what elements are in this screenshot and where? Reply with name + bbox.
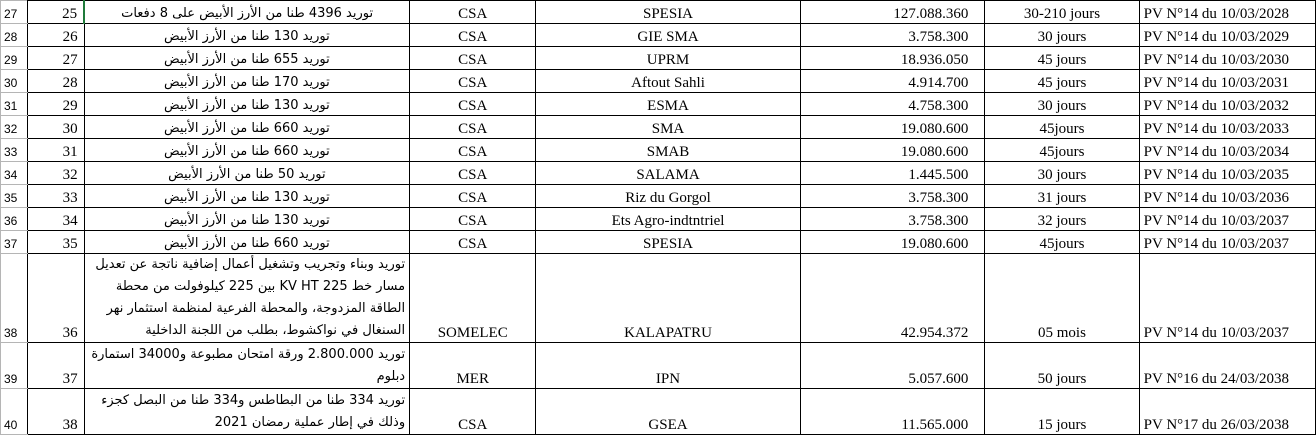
- agency-cell[interactable]: CSA: [410, 70, 536, 93]
- item-number-cell[interactable]: 34: [27, 208, 84, 231]
- amount-cell[interactable]: 3.758.300: [800, 185, 985, 208]
- row-header[interactable]: 35: [1, 185, 28, 208]
- row-header[interactable]: 38: [1, 254, 28, 343]
- supplier-cell[interactable]: UPRM: [536, 47, 800, 70]
- duration-cell[interactable]: 30 jours: [985, 24, 1139, 47]
- agency-cell[interactable]: CSA: [410, 389, 536, 435]
- duration-cell[interactable]: 30-210 jours: [985, 1, 1139, 24]
- agency-cell[interactable]: CSA: [410, 139, 536, 162]
- row-header[interactable]: 27: [1, 1, 28, 24]
- row-header[interactable]: 39: [1, 343, 28, 389]
- pv-reference-cell[interactable]: PV N°16 du 24/03/2038: [1139, 343, 1315, 389]
- supplier-cell[interactable]: SALAMA: [536, 162, 800, 185]
- table-row: [1, 1, 1316, 24]
- supplier-cell[interactable]: SMA: [536, 116, 800, 139]
- table-row: [1, 139, 1316, 162]
- supplier-cell[interactable]: Ets Agro-indtntriel: [536, 208, 800, 231]
- pv-reference-cell[interactable]: PV N°14 du 10/03/2037: [1139, 254, 1315, 343]
- table-row: [1, 389, 1316, 435]
- table-row: [1, 24, 1316, 47]
- supplier-cell[interactable]: IPN: [536, 343, 800, 389]
- agency-cell[interactable]: CSA: [410, 47, 536, 70]
- row-header[interactable]: 28: [1, 24, 28, 47]
- table-row: [1, 162, 1316, 185]
- row-header[interactable]: 40: [1, 389, 28, 435]
- item-number-cell[interactable]: 29: [27, 93, 84, 116]
- agency-cell[interactable]: CSA: [410, 116, 536, 139]
- agency-cell[interactable]: CSA: [410, 231, 536, 254]
- duration-cell[interactable]: 15 jours: [985, 389, 1139, 435]
- item-number-cell[interactable]: 37: [27, 343, 84, 389]
- description-cell[interactable]: توريد 334 طنا من البطاطس و334 طنا من البصل كجزء وذلك في إطار عملية رمضان 2021: [84, 389, 410, 435]
- row-header[interactable]: 34: [1, 162, 28, 185]
- description-cell[interactable]: توريد 4396 طنا من الأرز الأبيض على 8 دفعات: [84, 1, 410, 24]
- item-number-cell[interactable]: 30: [27, 116, 84, 139]
- table-row: [1, 70, 1316, 93]
- description-cell[interactable]: توريد 130 طنا من الأرز الأبيض: [84, 208, 410, 231]
- agency-cell[interactable]: CSA: [410, 24, 536, 47]
- amount-cell[interactable]: 19.080.600: [800, 231, 985, 254]
- supplier-cell[interactable]: ESMA: [536, 93, 800, 116]
- item-number-cell[interactable]: 38: [27, 389, 84, 435]
- amount-cell[interactable]: 19.080.600: [800, 139, 985, 162]
- description-cell[interactable]: توريد 130 طنا من الأرز الأبيض: [84, 24, 410, 47]
- agency-cell[interactable]: SOMELEC: [410, 254, 536, 343]
- pv-reference-cell[interactable]: PV N°14 du 10/03/2037: [1139, 208, 1315, 231]
- row-header[interactable]: 30: [1, 70, 28, 93]
- supplier-cell[interactable]: SPESIA: [536, 231, 800, 254]
- item-number-cell[interactable]: 28: [27, 70, 84, 93]
- amount-cell[interactable]: 42.954.372: [800, 254, 985, 343]
- agency-cell[interactable]: CSA: [410, 162, 536, 185]
- duration-cell[interactable]: 31 jours: [985, 185, 1139, 208]
- amount-cell[interactable]: 4.914.700: [800, 70, 985, 93]
- supplier-cell[interactable]: Riz du Gorgol: [536, 185, 800, 208]
- table-row: [1, 93, 1316, 116]
- duration-cell[interactable]: 05 mois: [985, 254, 1139, 343]
- pv-reference-cell[interactable]: PV N°14 du 10/03/2032: [1139, 93, 1315, 116]
- supplier-cell[interactable]: Aftout Sahli: [536, 70, 800, 93]
- duration-cell[interactable]: 45jours: [985, 231, 1139, 254]
- supplier-cell[interactable]: SPESIA: [536, 1, 800, 24]
- duration-cell[interactable]: 45 jours: [985, 47, 1139, 70]
- agency-cell[interactable]: CSA: [410, 1, 536, 24]
- pv-reference-cell[interactable]: PV N°14 du 10/03/2037: [1139, 231, 1315, 254]
- pv-reference-cell[interactable]: PV N°17 du 26/03/2038: [1139, 389, 1315, 435]
- pv-reference-cell[interactable]: PV N°14 du 10/03/2030: [1139, 47, 1315, 70]
- row-header[interactable]: 36: [1, 208, 28, 231]
- pv-reference-cell[interactable]: PV N°14 du 10/03/2033: [1139, 116, 1315, 139]
- description-cell[interactable]: توريد 655 طنا من الأرز الأبيض: [84, 47, 410, 70]
- row-header[interactable]: 31: [1, 93, 28, 116]
- amount-cell[interactable]: 18.936.050: [800, 47, 985, 70]
- table-row: [1, 185, 1316, 208]
- row-header[interactable]: 32: [1, 116, 28, 139]
- table-row: [1, 343, 1316, 389]
- description-cell[interactable]: توريد 130 طنا من الأرز الأبيض: [84, 93, 410, 116]
- amount-cell[interactable]: 1.445.500: [800, 162, 985, 185]
- description-cell[interactable]: توريد 50 طنا من الأرز الأبيض: [84, 162, 410, 185]
- description-cell[interactable]: توريد 130 طنا من الأرز الأبيض: [84, 185, 410, 208]
- pv-reference-cell[interactable]: PV N°14 du 10/03/2036: [1139, 185, 1315, 208]
- pv-reference-cell[interactable]: PV N°14 du 10/03/2035: [1139, 162, 1315, 185]
- table-row: [1, 208, 1316, 231]
- agency-cell[interactable]: CSA: [410, 185, 536, 208]
- description-cell[interactable]: توريد 660 طنا من الأرز الأبيض: [84, 116, 410, 139]
- supplier-cell[interactable]: SMAB: [536, 139, 800, 162]
- duration-cell[interactable]: 45jours: [985, 139, 1139, 162]
- description-cell[interactable]: توريد 170 طنا من الأرز الأبيض: [84, 70, 410, 93]
- table-row: [1, 116, 1316, 139]
- duration-cell[interactable]: 45 jours: [985, 70, 1139, 93]
- item-number-cell[interactable]: 32: [27, 162, 84, 185]
- amount-cell[interactable]: 127.088.360: [800, 1, 985, 24]
- supplier-cell[interactable]: GSEA: [536, 389, 800, 435]
- duration-cell[interactable]: 50 jours: [985, 343, 1139, 389]
- table-row: [1, 231, 1316, 254]
- table-row: [1, 254, 1316, 343]
- item-number-cell[interactable]: 27: [27, 47, 84, 70]
- item-number-cell[interactable]: 35: [27, 231, 84, 254]
- description-cell[interactable]: توريد وبناء وتجريب وتشغيل أعمال إضافية ناتجة عن تعديل مسار خط KV HT 225 بين 225 كيلوفولت من محطة الطاقة المزدوجة، والمحطة الفرعية لمنظمة استثمار نهر السنغال في نواكشوط، بطلب من اللجنة الداخلية: [84, 254, 410, 343]
- description-cell[interactable]: توريد 660 طنا من الأرز الأبيض: [84, 139, 410, 162]
- description-cell[interactable]: توريد 660 طنا من الأرز الأبيض: [84, 231, 410, 254]
- duration-cell[interactable]: 45jours: [985, 116, 1139, 139]
- agency-cell[interactable]: MER: [410, 343, 536, 389]
- agency-cell[interactable]: CSA: [410, 208, 536, 231]
- item-number-cell[interactable]: 36: [27, 254, 84, 343]
- duration-cell[interactable]: 30 jours: [985, 93, 1139, 116]
- item-number-cell[interactable]: 25: [27, 1, 84, 24]
- row-header[interactable]: 29: [1, 47, 28, 70]
- row-header[interactable]: 33: [1, 139, 28, 162]
- amount-cell[interactable]: 5.057.600: [800, 343, 985, 389]
- supplier-cell[interactable]: KALAPATRU: [536, 254, 800, 343]
- agency-cell[interactable]: CSA: [410, 93, 536, 116]
- description-cell[interactable]: توريد 2.800.000 ورقة امتحان مطبوعة و34000 استمارة دبلوم: [84, 343, 410, 389]
- duration-cell[interactable]: 30 jours: [985, 162, 1139, 185]
- supplier-cell[interactable]: GIE SMA: [536, 24, 800, 47]
- pv-reference-cell[interactable]: PV N°14 du 10/03/2029: [1139, 24, 1315, 47]
- amount-cell[interactable]: 19.080.600: [800, 116, 985, 139]
- row-header[interactable]: 37: [1, 231, 28, 254]
- amount-cell[interactable]: 3.758.300: [800, 24, 985, 47]
- amount-cell[interactable]: 3.758.300: [800, 208, 985, 231]
- item-number-cell[interactable]: 31: [27, 139, 84, 162]
- pv-reference-cell[interactable]: PV N°14 du 10/03/2028: [1139, 1, 1315, 24]
- pv-reference-cell[interactable]: PV N°14 du 10/03/2034: [1139, 139, 1315, 162]
- duration-cell[interactable]: 32 jours: [985, 208, 1139, 231]
- item-number-cell[interactable]: 33: [27, 185, 84, 208]
- pv-reference-cell[interactable]: PV N°14 du 10/03/2031: [1139, 70, 1315, 93]
- amount-cell[interactable]: 11.565.000: [800, 389, 985, 435]
- item-number-cell[interactable]: 26: [27, 24, 84, 47]
- amount-cell[interactable]: 4.758.300: [800, 93, 985, 116]
- table-row: [1, 47, 1316, 70]
